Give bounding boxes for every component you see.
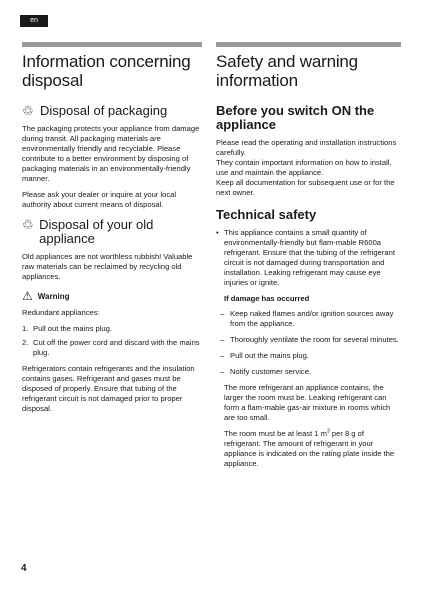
language-badge: en bbox=[20, 15, 48, 27]
warning-label: Warning bbox=[37, 291, 70, 301]
list-item: • This appliance contains a small quantity of environmentally-friendly but flam-mable R600a refrigerant. Ensure that the tubing of the refrigerant circuit is not damaged during transportation and installation. Leaking refrigerant may cause eye injuries or ignite. bbox=[216, 228, 395, 287]
list-item: – Keep naked flames and/or ignition sources away from the appliance. bbox=[220, 309, 394, 328]
list-item: 2. Cut off the power cord and discard with the mains plug. bbox=[22, 338, 200, 357]
old-appliance-paragraph: Old appliances are not worthless rubbish! Valuable raw materials can be reclaimed by recycling old appliances. bbox=[22, 252, 193, 281]
packaging-paragraph-1: The packaging protects your appliance from damage during transit. All packaging materials are environmentally friendly and recyclable. Please contribute to a better environment by disposing of packaging materials in an environmentally-friendly manner. bbox=[22, 124, 200, 183]
refrigerant-amount-paragraph: The more refrigerant an appliance contains, the larger the room must be. Leaking refrigerant can form a flam-mable gas-air mixture in rooms which are too small. bbox=[224, 383, 391, 422]
packaging-paragraph-2: Please ask your dealer or inquire at your local authority about current means of disposal. bbox=[22, 190, 177, 209]
redundant-intro: Redundant appliances: bbox=[22, 308, 100, 317]
list-item: – Notify customer service. bbox=[220, 367, 312, 376]
damage-steps bbox=[216, 309, 401, 377]
left-column bbox=[22, 42, 202, 420]
warning-triangle-icon: ⚠ bbox=[22, 289, 33, 303]
list-item: – Thoroughly ventilate the room for several minutes. bbox=[220, 335, 399, 344]
right-column bbox=[216, 42, 401, 475]
old-appliance-heading-row bbox=[22, 218, 202, 252]
refrigerant-paragraph: Refrigerators contain refrigerants and the insulation contains gases. Refrigerant and gases must be disposed of properly. Ensure that tubing of the refrigerant circuit is not damaged prior to proper disposal. bbox=[22, 364, 195, 413]
disposal-title: Information concerning disposal bbox=[22, 52, 191, 90]
section-rule bbox=[22, 42, 202, 47]
before-heading: Before you switch ON the appliance bbox=[216, 103, 375, 132]
packaging-heading-row bbox=[22, 104, 202, 124]
packaging-heading: Disposal of packaging bbox=[40, 103, 168, 118]
page-number: 4 bbox=[21, 563, 27, 574]
warning-row bbox=[22, 290, 202, 302]
disposal-steps bbox=[22, 324, 202, 358]
list-item: – Pull out the mains plug. bbox=[220, 351, 309, 360]
technical-heading: Technical safety bbox=[216, 207, 317, 222]
recycle-icon: ♲ bbox=[22, 103, 34, 118]
before-paragraph-1: Please read the operating and installation instructions carefully. bbox=[216, 138, 397, 157]
section-rule bbox=[216, 42, 401, 47]
before-paragraph-3: Keep all documentation for subsequent use or for the next owner. bbox=[216, 178, 395, 197]
safety-title: Safety and warning information bbox=[216, 52, 358, 90]
damage-heading: If damage has occurred bbox=[224, 294, 310, 303]
old-appliance-heading: Disposal of your old appliance bbox=[39, 217, 154, 246]
technical-bullets bbox=[216, 228, 401, 288]
list-item: 1. Pull out the mains plug. bbox=[22, 324, 112, 333]
before-paragraph-2: They contain important information on how to install, use and maintain the appliance. bbox=[216, 158, 392, 177]
room-size-paragraph: The room must be at least 1 $m^3$ per 8 g of refrigerant. The amount of refrigerant in your appliance is indicated on the rating plate inside the appliance. bbox=[224, 428, 395, 468]
recycle-icon: ♲ bbox=[22, 217, 34, 232]
